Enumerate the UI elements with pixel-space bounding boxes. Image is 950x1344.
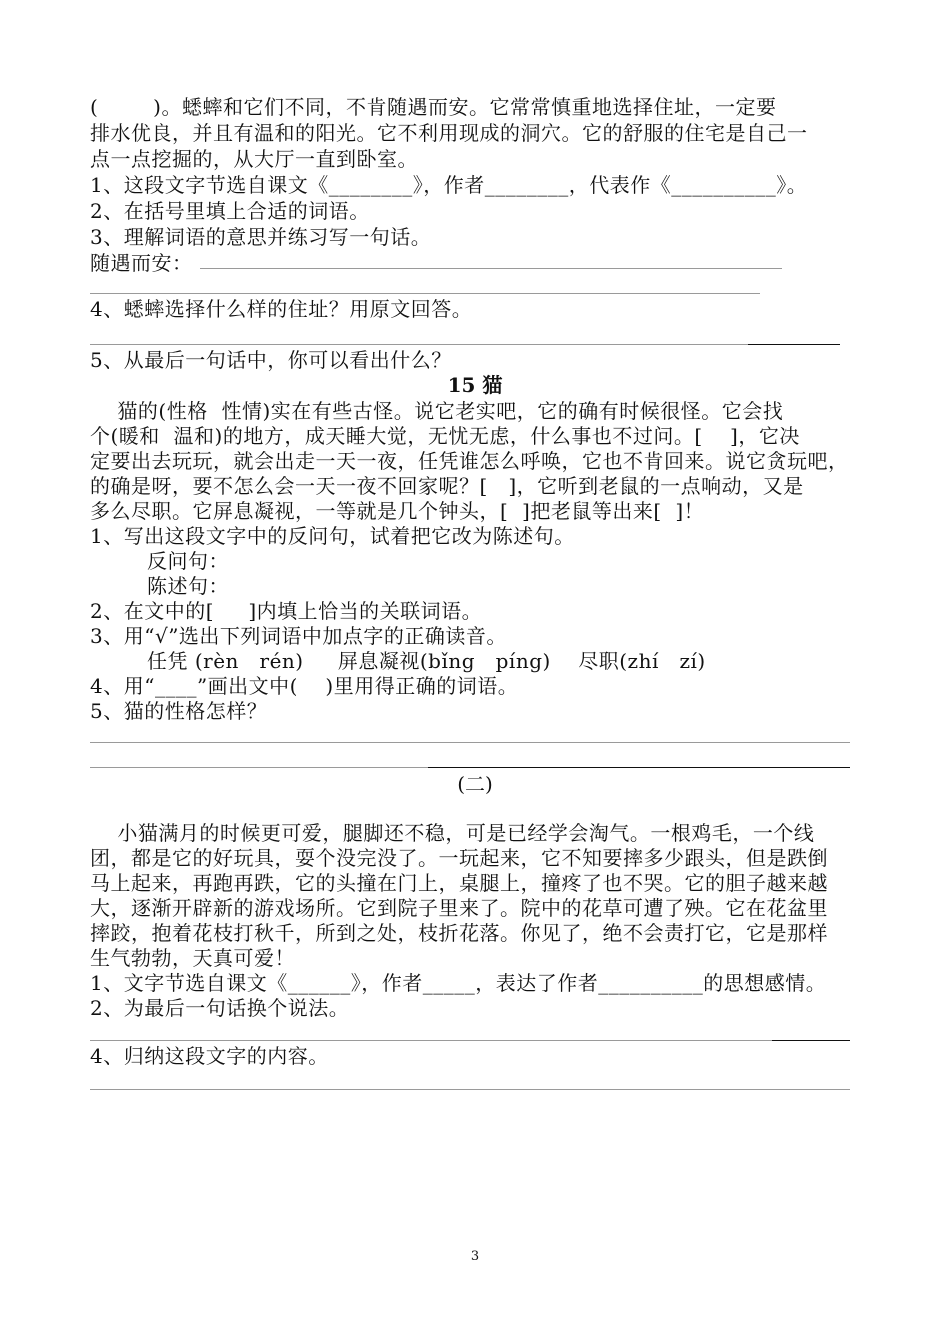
passage-line: 小猫满月的时候更可爱，腿脚还不稳，可是已经学会淘气。一根鸡毛，一个线 [90,821,815,845]
passage-line: 猫的(性格 性情)实在有些古怪。说它老实吧，它的确有时候很怪。它会找 [90,399,784,423]
passage-line: ( )。蟋蟀和它们不同，不肯随遇而安。它常常慎重地选择住址，一定要 [90,95,777,119]
answer-line [90,1040,772,1041]
answer-line [200,268,782,269]
passage-line: 点一点挖掘的，从大厅一直到卧室。 [90,147,418,171]
answer-line [748,344,840,345]
question-2: 2、在文中的[ ]内填上恰当的关联词语。 [90,599,483,623]
question-5: 5、从最后一句话中，你可以看出什么？ [90,348,452,372]
answer-line [772,1040,850,1041]
question-2: 2、为最后一句话换个说法。 [90,996,350,1020]
question-4: 4、归纳这段文字的内容。 [90,1044,329,1068]
section-title: (二) [457,772,493,796]
passage-line: 多么尽职。它屏息凝视，一等就是几个钟头，[ ]把老鼠等出来[ ]！ [90,499,705,523]
question-4: 4、用“____”画出文中( )里用得正确的词语。 [90,674,519,698]
passage-line: 生气勃勃，天真可爱！ [90,946,295,970]
question-1: 1、文字节选自课文《______》，作者_____，表达了作者__________的思想感情。 [90,971,827,995]
question-3: 3、用“√”选出下列词语中加点字的正确读音。 [90,624,507,648]
lesson-title: 15 猫 [447,373,503,397]
answer-line [90,742,850,743]
answer-line [90,344,748,345]
passage-line: 摔跤，抱着花枝打秋千，所到之处，枝折花落。你见了，绝不会责打它，它是那样 [90,921,828,945]
term-label: 随遇而安： [90,251,193,275]
answer-line [90,1089,850,1090]
question-4: 4、蟋蟀选择什么样的住址？用原文回答。 [90,297,473,321]
passage-line: 马上起来，再跑再跌，它的头撞在门上，桌腿上，撞疼了也不哭。它的胆子越来越 [90,871,828,895]
declarative-label: 陈述句： [147,574,229,598]
passage-line: 的确是呀，要不怎么会一天一夜不回家呢？[ ]，它听到老鼠的一点响动，又是 [90,474,804,498]
question-3: 3、理解词语的意思并练习写一句话。 [90,225,432,249]
question-1: 1、写出这段文字中的反问句，试着把它改为陈述句。 [90,524,575,548]
page-number: 3 [470,1249,480,1264]
passage-line: 大，逐渐开辟新的游戏场所。它到院子里来了。院中的花草可遭了殃。它在花盆里 [90,896,828,920]
answer-line [90,293,760,294]
question-1: 1、这段文字节选自课文《________》，作者________，代表作《__________》。 [90,173,808,197]
answer-line [90,767,428,768]
passage-line: 排水优良，并且有温和的阳光。它不利用现成的洞穴。它的舒服的住宅是自己一 [90,121,808,145]
question-2: 2、在括号里填上合适的词语。 [90,199,370,223]
rhetorical-label: 反问句： [147,549,229,573]
passage-line: 个(暖和 温和)的地方，成天睡大觉，无忧无虑，什么事也不过问。[ ]，它决 [90,424,800,448]
answer-line [428,767,850,768]
question-5: 5、猫的性格怎样？ [90,699,268,723]
passage-line: 定要出去玩玩，就会出走一天一夜，任凭谁怎么呼唤，它也不肯回来。说它贪玩吧， [90,449,849,473]
passage-line: 团，都是它的好玩具，耍个没完没了。一玩起来，它不知要摔多少跟头，但是跌倒 [90,846,828,870]
pinyin-choices: 任凭 (rèn rén) 屏息凝视(bǐng píng) 尽职(zhí zí) [147,649,706,673]
